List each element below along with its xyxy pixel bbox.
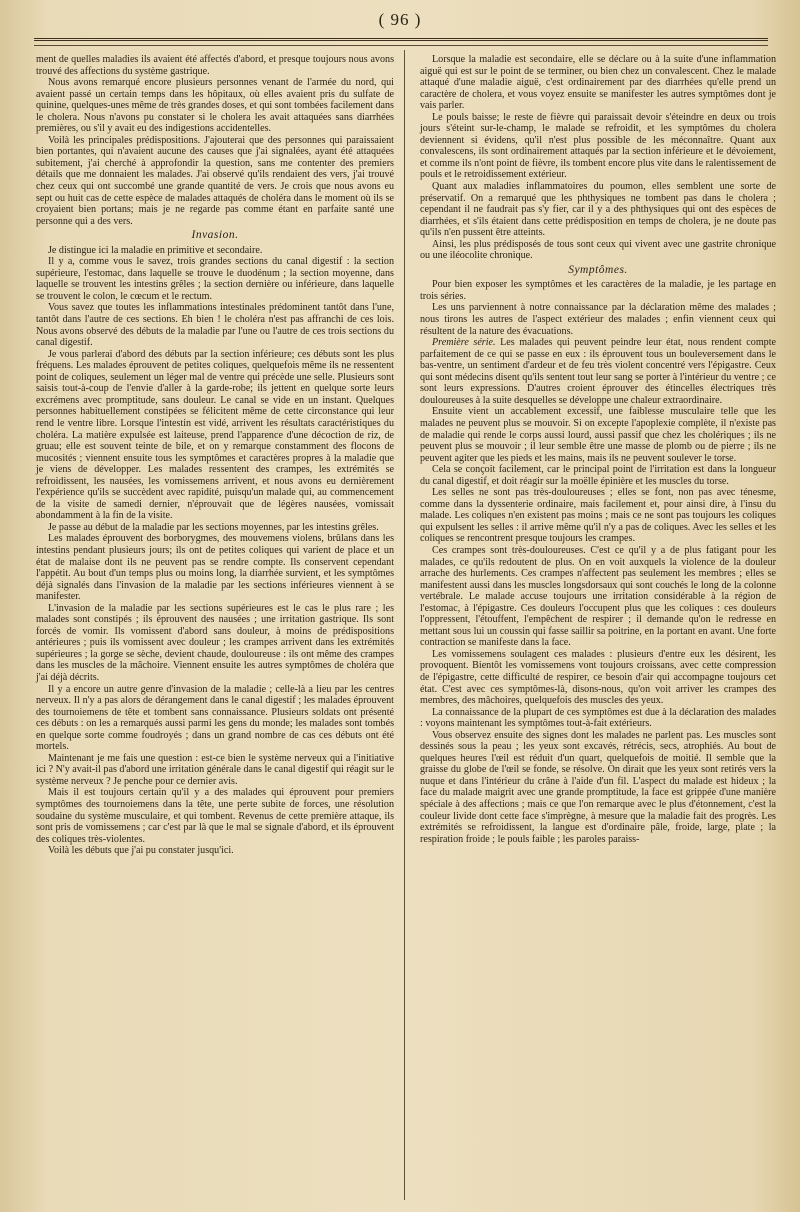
series-text: Les malades qui peuvent peindre leur état, nous rendent compte parfaitement de ce qui se passe en eux : ils éprouvent tous un bouleversement dans le bas-ventre, un sentiment d'ardeur et de feu très violent concentré vers l'épigastre. Ceux qui sont médecins disent qu'ils sentent tout leur sang se porter à l'intérieur du ventre ; ce sont leurs expressions. D'autres croient éprouver des étincelles électriques très douloureuses à la suite desquelles se développe une chaleur extraordinaire.: [420, 337, 776, 406]
paragraph: Maintenant je me fais une question : est-ce bien le système nerveux qui a l'initiative ici ? N'y avait-il pas d'abord une irritation générale dans le canal digestif qui réagit sur le système nerveux ? Je penche pour ce dernier avis.: [36, 752, 394, 787]
paragraph: Quant aux maladies inflammatoires du poumon, elles semblent une sorte de préservatif. On a remarqué que les phthysiques ne tombent pas dans le cholera ; cependant il ne faudrait pas s'y fier, car il y a des phthysiques qui ont des espèces de diarrhées, et s'ils étaient dans cette prédisposition en temps de cholera, je ne doute pas qu'ils n'en pussent être atteints.: [420, 181, 776, 239]
paragraph: Il y a, comme vous le savez, trois grandes sections du canal digestif : la section supérieure, l'estomac, dans laquelle se trouve le duodénum ; la section moyenne, dans laquelle se trouvent les intestins grêles ; la section dernière ou inférieure, dans laquelle se trouvent le colon, le cœcum et le rectum.: [36, 256, 394, 302]
right-column: [420, 54, 776, 845]
paragraph: Les malades éprouvent des borborygmes, des mouvemens violens, brûlans dans les intestins pendant plusieurs jours; ils ont de petites coliques qui varient de place et un état de malaise dont ils ne peuvent pas se rendre compte. Ils conservent cependant l'appétit. Au bout d'un temps plus ou moins long, la diarrhée survient, et les symptômes déjà signalés dans l'invasion de la maladie par les sections inférieures viennent à se manifester.: [36, 533, 394, 603]
paragraph: Vous savez que toutes les inflammations intestinales prédominent tantôt dans l'une, tantôt dans l'autre de ces sections. Eh bien ! le choléra n'est pas affranchi de ces lois. Nous avons observé des débuts de la maladie par l'une ou l'autre de ces trois sections du canal digestif.: [36, 302, 394, 349]
paragraph: Voilà les débuts que j'ai pu constater jusqu'ici.: [48, 845, 234, 857]
section-heading-invasion: Invasion.: [191, 229, 239, 242]
paragraph: Nous avons remarqué encore plusieurs personnes venant de l'armée du nord, qui avaient passé un certain temps dans les hôpitaux, où elles avaient pris du sulfate de quinine, quelques-unes même de très grandes doses, et qui sont tombées facilement dans le cholera. Nous n'avons pu constater si le cholera les avait attaquées sans diarrhées premières, ou s'il y avait eu des indigestions accidentelles.: [36, 77, 394, 135]
column-divider: [404, 50, 405, 1200]
paragraph: Pour bien exposer les symptômes et les caractères de la maladie, je les partage en trois séries.: [420, 279, 776, 302]
paragraph: Je distingue ici la maladie en primitive et secondaire.: [48, 244, 263, 256]
paragraph: La connaissance de la plupart de ces symptômes est due à la déclaration des malades : voyons maintenant les symptômes tout-à-fait extérieurs.: [420, 706, 776, 730]
paragraph: Je passe au début de la maladie par les sections moyennes, par les intestins grêles.: [48, 521, 379, 533]
paragraph: Je vous parlerai d'abord des débuts par la section inférieure; ces débuts sont les plus fréquens. Les malades éprouvent de petites coliques, quelquefois même ils ne ressentent point de coliques, seulement un léger mal de ventre qui précède une selle. Plusieurs sont saisis tout-à-coup de l'envie d'aller à la garde-robe; ils jettent en quelque sorte leurs excrémens avec promptitude, sans douleur. Le canal se vide en un instant. Quelques personnes habituellement constipées se félicitent même de cette circonstance qui leur rend le ventre libre. Lorsque l'intestin est vidé, arrivent les résultats caractéristiques du choléra. La matière expulsée est laiteuse, prend l'apparence d'une décoction de riz, de gruau; elle est souvent teinte de bile, et on y remarque constamment des flocons de mucosités ; viennent ensuite tous les symptômes et caractères propres à la maladie que je viens de développer. Les malades ressentent des crampes, les extrémités se refroidissent, les nausées, les vomissemens arrivent, et nous avons eu dernièrement l'expérience qu'ils se succèdent avec rapidité, puisqu'un malade qui, au commencement de la visite de samedi dernier, n'éprouvait que de légères nausées, vomissait abondamment à la fin de la visite.: [36, 348, 394, 522]
paragraph: Le pouls baisse; le reste de fièvre qui paraissait devoir s'éteindre en deux ou trois jours s'éteint sur-le-champ, le malade se refroidit, et les symptômes du cholera deviennent si évidens, qu'il n'est plus possible de les méconnaître. Quant aux convalescens, ils sont ordinairement attaqués par la section inférieure et le dévoiement, et comme ils n'ont point de fièvre, ils tombent encore plus vite dans le ralentissement de pouls et le retroidissement extérieur.: [420, 111, 776, 181]
header-rule-thin: [34, 45, 768, 46]
paragraph: Voilà les principales prédispositions. J'ajouterai que des personnes qui paraissaient bien portantes, qui n'avaient aucune des causes que j'ai signalées, ayant été attaquées subitement, j'ai cherché à approfondir la question, sans me contenter des premiers détails que me donnaient les malades. J'ai observé qu'ils rendaient des vers, j'ai trouvé chez ceux qui ont succombé une grande quantité de vers. Je crois que nous avons eu sept ou huit cas de cette espèce de malades attaqués de choléra dans le moment où ils se croyaient bien portans; mais je ne regarde pas comme étant en parfaite santé une personne qui a des vers.: [36, 134, 394, 227]
paragraph: L'invasion de la maladie par les sections supérieures est le cas le plus rare ; les malades sont constipés ; ils éprouvent des nausées ; une irritation gastrique. Ils sont forcés de vomir. Ils vomissent d'abord sans douleur, à moins de prédispositions antérieures ; puis ils vomissent avec douleur ; les crampes arrivent dans les extrémités supérieures ; la gorge se sèche, devient chaude, douloureuse : ils ont même des crampes dans les muscles de la mâchoire. Viennent ensuite les autres symptômes de choléra que j'ai déjà décrits.: [36, 602, 394, 683]
paragraph: Cela se conçoit facilement, car le principal point de l'irritation est dans la longueur du canal digestif, et doit réagir sur la moëlle épinière et les muscles du torse.: [420, 464, 776, 487]
paragraph: ment de quelles maladies ils avaient été affectés d'abord, et presque toujours nous avons trouvé des affections du système gastrique.: [36, 54, 394, 77]
paragraph: Mais il est toujours certain qu'il y a des malades qui éprouvent pour premiers symptômes des tournoiemens dans la tête, une perte subite de forces, une résolution soudaine du système musculaire, et qui tombent. Revenus de cette première attaque, ils sont pris de vomissemens ; car c'est par là que le mal se signale d'abord, et ils éprouvent des coliques très-violentes.: [36, 787, 394, 845]
paragraph: Vous observez ensuite des signes dont les malades ne parlent pas. Les muscles sont dessinés sous la peau ; les yeux sont excavés, rétrécis, secs, atrophiés. Au bout de quelques heures l'œil est réduit d'un quart, quelquefois de moitié. Il semble que la graisse du globe de l'œil se fonde, se résolve. On dirait que les yeux sont retirés vers la nuque et dans l'intérieur du crâne à l'aide d'un fil. L'aspect du malade est hideux ; la face du malade maigrit avec une grande promptitude, la face est grippée d'une manière spéciale à des affections ; mais ce que l'on remarque avec le plus d'étonnement, c'est la couleur livide dont cette face s'imprègne, à mesure que la maladie fait des progrès. Les extrémités se refroidissent, la langue est d'ordinaire pâle, froide, large, plate ; la respiration froide ; le pouls faible ; les paroles paraiss-: [420, 729, 776, 845]
section-heading-symptomes: Symptômes.: [568, 263, 628, 276]
paragraph: Les uns parviennent à notre connaissance par la déclaration même des malades ; nous tirons les autres de l'aspect extérieur des malades ; enfin viennent ceux qui résultent de la nature des évacuations.: [420, 302, 776, 337]
paragraph: Ces crampes sont très-douloureuses. C'est ce qu'il y a de plus fatigant pour les malades, ce qu'ils redoutent de plus. On en voit auxquels la violence de la douleur arrache des hurlements. Ces crampes n'affectent pas seulement les membres ; elles se manifestent aussi dans les muscles longsdorsaux qui sont couchés le long de la colonne vertébrale. Le malade accuse toujours une irritation considérable à la région de l'estomac, à l'épigastre. Ces douleurs l'occupent plus que les coliques : ces douleurs l'oppressent, l'étouffent, l'empêchent de respirer ; il demande qu'on le redresse en mettant sous lui un coussin qui fasse saillir sa poitrine, en la portant en avant. Une forte contraction se manifeste dans la face.: [420, 544, 776, 649]
series-label: Première série.: [432, 337, 496, 349]
left-column: [36, 54, 394, 857]
header-rule: [34, 38, 768, 41]
page-number: ( 96 ): [378, 10, 422, 29]
paragraph: Lorsque la maladie est secondaire, elle se déclare ou à la suite d'une inflammation aiguë qui est sur le point de se terminer, ou bien chez un convalescent. Chez le malade attaqué d'une maladie aiguë, c'est ordinairement par des diarrhées qu'elle prend un caractère de cholera, et vous voyez ensuite se manifester les autres symptômes dont je vais parler.: [420, 54, 776, 112]
paragraph-premiere-serie: [420, 337, 776, 406]
paragraph: Il y a encore un autre genre d'invasion de la maladie ; celle-là a lieu par les centres nerveux. Il n'y a pas alors de dérangement dans le canal digestif ; les malades éprouvent des tournoiemens de tête et tombent sans connaissance. Plusieurs soldats ont présenté ces débuts : on les a remarqués aussi parmi les gens du monde; les malades sont tombés en quelque sorte comme foudroyés ; dans un grand nombre de cas ces débuts ont été mortels.: [36, 683, 394, 753]
paragraph: Les vomissemens soulagent ces malades : plusieurs d'entre eux les désirent, les provoquent. Bientôt les vomissemens vont toujours croissans, avec cette compression de l'épigastre, cette difficulté de respirer, ce besoin d'air qui accompagne toujours cet état. C'est avec ces symptômes-là, disons-nous, qu'on voit arriver les crampes des membres, des mâchoires, quelquefois des muscles des yeux.: [420, 648, 776, 707]
paragraph: Les selles ne sont pas très-douloureuses ; elles se font, non pas avec ténesme, comme dans la dyssenterie ordinaire, mais facilement et, pour ainsi dire, à l'insu du malade. Les coliques n'en existent pas moins ; mais ce ne sont pas toujours les coliques qui expulsent les selles : il arrive même qu'il n'y a pas de coliques. Avec les selles et les coliques se rencontrent presque toujours les crampes.: [420, 487, 776, 545]
paragraph: Ensuite vient un accablement excessif, une faiblesse musculaire telle que les malades ne peuvent plus se mouvoir. Si on excepte l'apoplexie complète, il n'existe pas de maladie qui rende le corps aussi lourd, aussi passif que chez les cholériques ; ils ne peuvent plus se mouvoir ; il leur semble être une masse de plomb ou de pierre ; ils ne peuvent agiter que les pieds et les mains, mais ils ne peuvent soulever le torse.: [420, 406, 776, 464]
paragraph: Ainsi, les plus prédisposés de tous sont ceux qui vivent avec une gastrite chronique ou une iléocolite chronique.: [420, 238, 776, 262]
